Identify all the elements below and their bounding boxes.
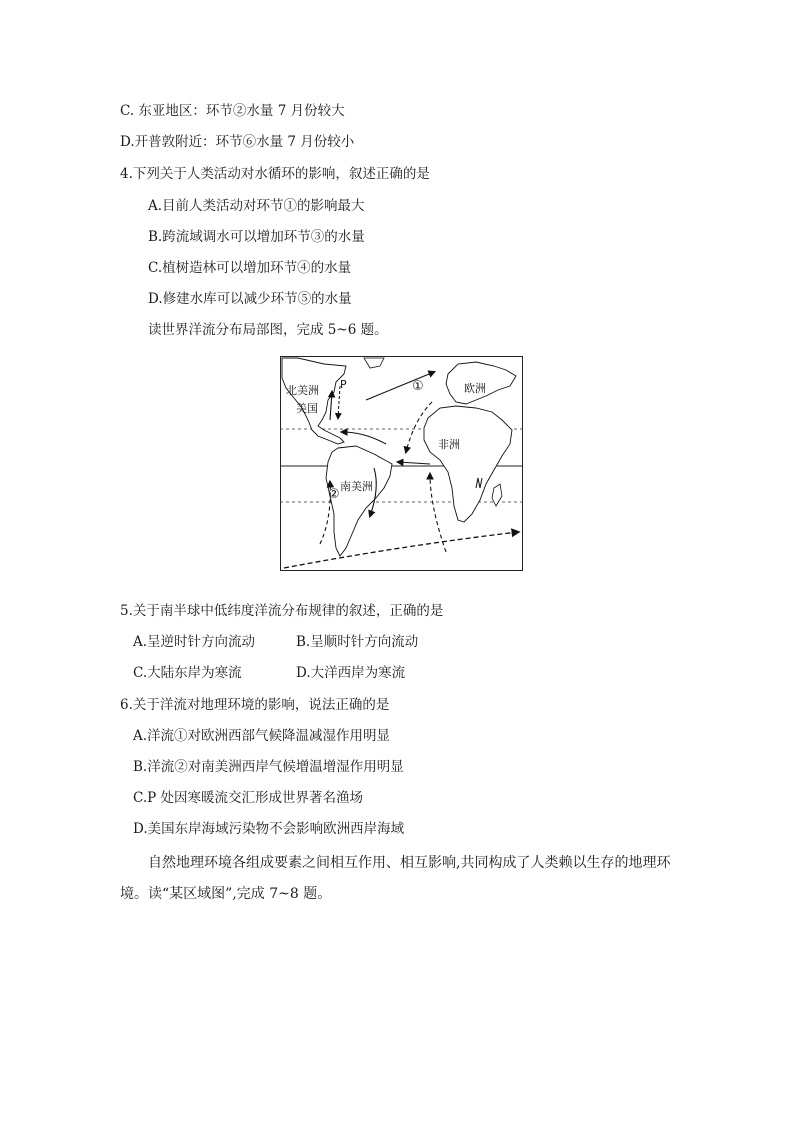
ocean-currents-map-svg: [280, 356, 523, 571]
label-usa: 美国: [296, 402, 318, 415]
label-africa: 非洲: [438, 438, 460, 451]
question-6-option-a: A.洋流①对欧洲西部气候降温减湿作用明显: [133, 728, 391, 744]
label-north-america: 北美洲: [286, 384, 319, 397]
ocean-currents-map: [280, 356, 523, 571]
question-4-option-b: B.跨流域调水可以增加环节③的水量: [148, 229, 365, 245]
label-south-america: 南美洲: [340, 480, 373, 493]
label-europe: 欧洲: [464, 382, 486, 395]
question-5-option-c: C.大陆东岸为寒流: [133, 665, 242, 681]
question-4-option-d: D.修建水库可以减少环节⑤的水量: [148, 291, 352, 307]
question-5-option-a: A.呈逆时针方向流动: [133, 634, 256, 650]
question-4-option-a: A.目前人类活动对环节①的影响最大: [148, 198, 365, 214]
question-4-stem: 4.下列关于人类活动对水循环的影响，叙述正确的是: [120, 166, 430, 182]
question-5-stem: 5.关于南半球中低纬度洋流分布规律的叙述，正确的是: [120, 603, 444, 619]
question-3-option-c: C. 东亚地区：环节②水量 7 月份较大: [120, 103, 345, 119]
intro-questions-7-8: 自然地理环境各组成要素之间相互作用、相互影响,共同构成了人类赖以生存的地理环境。读“某区域图”,完成 7~8 题。: [120, 855, 671, 902]
question-5-option-b: B.呈顺时针方向流动: [296, 634, 419, 650]
question-4-option-c: C.植树造林可以增加环节④的水量: [148, 260, 352, 276]
question-5-option-d: D.大洋西岸为寒流: [296, 665, 406, 681]
question-6-option-d: D.美国东岸海域污染物不会影响欧洲西岸海域: [133, 821, 405, 837]
question-6-stem: 6.关于洋流对地理环境的影响，说法正确的是: [120, 697, 390, 713]
question-6-option-c: C.P 处因寒暖流交汇形成世界著名渔场: [133, 790, 364, 806]
label-current-1: ①: [412, 379, 424, 394]
question-6-option-b: B.洋流②对南美洲西岸气候增温增湿作用明显: [133, 759, 404, 775]
intro-questions-5-6: 读世界洋流分布局部图，完成 5~6 题。: [148, 322, 388, 338]
question-3-option-d: D.开普敦附近：环节⑥水量 7 月份较小: [120, 134, 355, 150]
label-p: P: [340, 378, 347, 391]
label-current-2: ②: [328, 487, 340, 502]
